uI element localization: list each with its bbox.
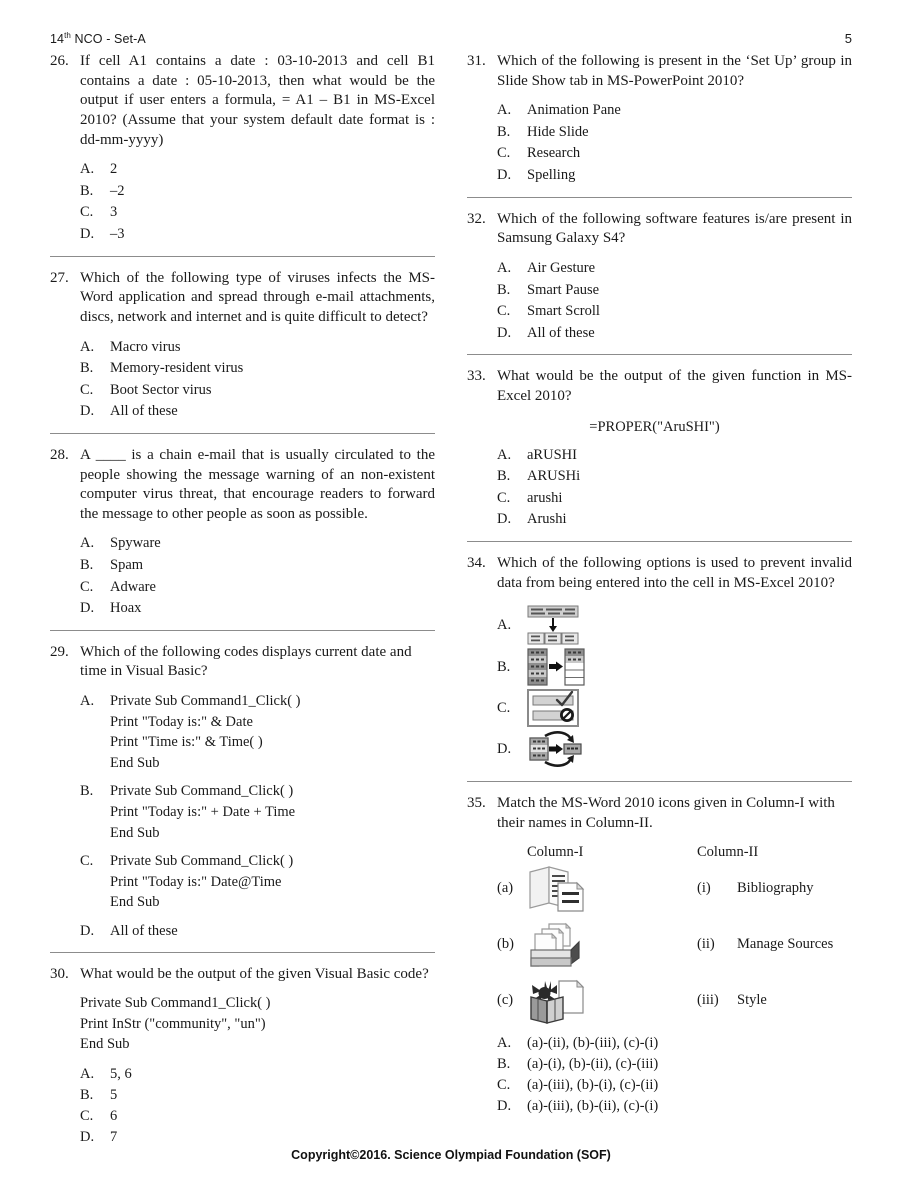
match-table-header xyxy=(497,844,852,861)
right-column xyxy=(467,52,852,1148)
question-29-options xyxy=(80,691,435,942)
two-column-body xyxy=(50,52,852,1148)
question-32-number: 32. xyxy=(467,210,486,227)
option-text: Hide Slide xyxy=(527,123,589,140)
option-row[interactable] xyxy=(80,1085,435,1106)
question-29-number: 29. xyxy=(50,643,69,660)
code-line: Private Sub Command_Click( ) xyxy=(110,783,294,800)
code-line: Private Sub Command_Click( ) xyxy=(110,853,294,870)
option-row[interactable] xyxy=(497,301,852,323)
option-text: Memory-resident virus xyxy=(110,360,244,377)
style-icon xyxy=(527,975,697,1027)
option-text: (a)-(i), (b)-(ii), (c)-(iii) xyxy=(527,1055,659,1072)
option-letter: D. xyxy=(497,1097,512,1114)
question-30-options xyxy=(80,1064,435,1148)
option-text: Spam xyxy=(110,557,144,574)
option-row[interactable] xyxy=(80,781,435,843)
option-letter: B. xyxy=(80,557,94,574)
option-row[interactable] xyxy=(497,323,852,345)
column-2-header: Column-II xyxy=(697,843,759,860)
question-27-text: Which of the following type of viruses infects the MS-Word application and spread through e-mail attachments, discs, network and internet and is quite difficult to detect? xyxy=(80,269,435,325)
option-row[interactable] xyxy=(497,143,852,165)
option-row[interactable] xyxy=(497,1075,852,1096)
option-text: Hoax xyxy=(110,600,142,617)
option-row[interactable] xyxy=(80,224,435,246)
option-letter: C. xyxy=(80,578,94,595)
question-35-options xyxy=(497,1033,852,1117)
code-line: Private Sub Command1_Click( ) xyxy=(110,693,301,710)
question-31 xyxy=(467,52,852,187)
option-row[interactable] xyxy=(80,181,435,203)
option-row[interactable] xyxy=(80,159,435,181)
bibliography-icon xyxy=(527,863,697,915)
option-row[interactable] xyxy=(497,730,852,768)
option-row[interactable] xyxy=(80,691,435,773)
question-34 xyxy=(467,554,852,771)
data-validation-icon xyxy=(527,689,579,727)
question-26 xyxy=(50,52,435,246)
option-letter: A. xyxy=(80,161,95,178)
option-text: Adware xyxy=(110,578,156,595)
option-text: aRUSHI xyxy=(527,446,577,463)
option-row[interactable] xyxy=(80,202,435,224)
question-33-options xyxy=(497,445,852,531)
page-number: 5 xyxy=(844,31,852,47)
option-letter: A. xyxy=(497,616,512,633)
option-text: Smart Pause xyxy=(527,281,600,298)
exam-set-label xyxy=(50,31,146,46)
option-text: Spelling xyxy=(527,167,576,184)
question-28-number: 28. xyxy=(50,446,69,463)
option-text: Animation Pane xyxy=(527,102,621,119)
option-text: (a)-(ii), (b)-(iii), (c)-(i) xyxy=(527,1034,659,1051)
option-letter: C. xyxy=(80,204,94,221)
question-divider xyxy=(467,781,852,782)
match-row xyxy=(497,973,852,1029)
code-line: End Sub xyxy=(110,824,160,841)
option-row[interactable] xyxy=(80,1064,435,1085)
question-26-number: 26. xyxy=(50,53,69,69)
option-letter: A. xyxy=(80,535,95,552)
question-divider xyxy=(50,952,435,953)
question-divider xyxy=(50,630,435,631)
match-num: (i) xyxy=(697,880,711,897)
exam-label-suffix: NCO - Set-A xyxy=(70,32,146,47)
question-divider xyxy=(467,354,852,355)
option-letter: A. xyxy=(497,1034,512,1051)
code-line: Print "Today is:" & Date xyxy=(110,713,253,730)
option-row[interactable] xyxy=(497,466,852,488)
question-35 xyxy=(467,794,852,1116)
match-name: Style xyxy=(737,992,767,1009)
match-num: (ii) xyxy=(697,936,715,953)
question-35-number: 35. xyxy=(467,795,486,812)
option-text: Macro virus xyxy=(110,338,181,355)
question-33-number: 33. xyxy=(467,368,486,385)
option-letter: B. xyxy=(80,182,94,199)
option-text: All of these xyxy=(110,922,178,939)
option-letter: D. xyxy=(80,1128,95,1145)
option-row[interactable] xyxy=(497,488,852,510)
option-row[interactable] xyxy=(497,280,852,302)
option-row[interactable] xyxy=(80,921,435,943)
match-row-label: (b) xyxy=(497,936,514,953)
exam-label-prefix: 14 xyxy=(50,32,65,47)
option-text: Smart Scroll xyxy=(527,303,600,320)
option-letter: A. xyxy=(497,102,512,119)
option-letter: C. xyxy=(497,303,511,320)
question-divider xyxy=(467,197,852,198)
option-code-block xyxy=(110,781,435,843)
question-28 xyxy=(50,446,435,620)
option-letter: B. xyxy=(497,123,511,140)
option-row[interactable] xyxy=(497,509,852,531)
option-row[interactable] xyxy=(80,358,435,380)
option-letter: C. xyxy=(497,145,511,162)
option-letter: A. xyxy=(80,1065,95,1082)
option-letter: D. xyxy=(497,740,512,757)
option-letter: D. xyxy=(497,511,512,528)
question-divider xyxy=(467,541,852,542)
question-28-options xyxy=(80,533,435,619)
option-letter: C. xyxy=(497,699,511,716)
consolidate-icon xyxy=(527,731,585,767)
match-row-label: (c) xyxy=(497,992,514,1009)
option-letter: C. xyxy=(80,853,94,870)
option-row[interactable] xyxy=(497,122,852,144)
code-line: End Sub xyxy=(110,894,160,911)
code-line: Print "Time is:" & Time( ) xyxy=(110,734,263,751)
option-row[interactable] xyxy=(80,555,435,577)
option-row[interactable] xyxy=(80,598,435,620)
option-text: arushi xyxy=(527,489,563,506)
option-letter: C. xyxy=(497,489,511,506)
option-text: 3 xyxy=(110,204,118,221)
option-text: Spyware xyxy=(110,535,161,552)
question-32-options xyxy=(497,258,852,344)
question-27-number: 27. xyxy=(50,269,69,286)
question-33-formula: =PROPER("AruSHI") xyxy=(589,418,720,435)
option-letter: B. xyxy=(497,1055,511,1072)
manage-sources-icon xyxy=(527,920,697,970)
question-27 xyxy=(50,269,435,423)
question-33 xyxy=(467,367,852,531)
code-line: End Sub xyxy=(80,1036,130,1053)
option-letter: D. xyxy=(497,167,512,184)
option-text: All of these xyxy=(110,403,178,420)
question-30 xyxy=(50,965,435,1147)
option-row[interactable] xyxy=(80,851,435,913)
option-row[interactable] xyxy=(497,1033,852,1054)
column-1-header: Column-I xyxy=(527,843,584,860)
option-letter: B. xyxy=(80,783,94,800)
option-row[interactable] xyxy=(497,100,852,122)
option-text: (a)-(iii), (b)-(i), (c)-(ii) xyxy=(527,1076,659,1093)
option-letter: B. xyxy=(497,658,511,675)
option-text: Air Gesture xyxy=(527,259,596,276)
match-num: (iii) xyxy=(697,992,719,1009)
option-letter: A. xyxy=(80,693,95,710)
match-row xyxy=(497,861,852,917)
option-letter: B. xyxy=(80,360,94,377)
code-line: Print "Today is:" + Date + Time xyxy=(110,803,296,820)
option-letter: D. xyxy=(80,403,95,420)
option-letter: C. xyxy=(80,1107,94,1124)
option-code-block xyxy=(110,691,435,773)
question-30-number: 30. xyxy=(50,966,69,983)
question-27-options xyxy=(80,337,435,423)
option-code-block xyxy=(110,851,435,913)
option-letter: A. xyxy=(80,338,95,355)
code-line: Print InStr ("community", "un") xyxy=(80,1015,266,1032)
page-header xyxy=(50,31,852,49)
option-letter: B. xyxy=(80,1086,94,1103)
question-divider xyxy=(50,256,435,257)
option-letter: B. xyxy=(497,281,511,298)
option-letter: D. xyxy=(80,225,95,242)
question-34-number: 34. xyxy=(467,554,486,571)
question-26-text: If cell A1 contains a date : 03-10-2013 and cell B1 contains a date : 05-10-2013, then what would be the output if user enters a formula, = A1 – B1 in MS-Excel 2010? (Assume that your system default date format is : dd-mm-yyyy) xyxy=(80,53,435,148)
option-row[interactable] xyxy=(497,445,852,467)
question-31-text: Which of the following is present in the ‘Set Up’ group in Slide Show tab in MS-PowerPoint 2010? xyxy=(497,53,852,89)
left-column xyxy=(50,52,435,1148)
question-divider xyxy=(50,433,435,434)
question-31-options xyxy=(497,100,852,186)
option-row[interactable] xyxy=(80,533,435,555)
option-letter: C. xyxy=(497,1076,511,1093)
option-text: 7 xyxy=(110,1128,118,1145)
remove-duplicates-icon xyxy=(527,648,585,686)
option-text: –2 xyxy=(110,182,125,199)
option-text: All of these xyxy=(527,324,595,341)
question-34-options xyxy=(497,605,852,768)
option-row[interactable] xyxy=(497,605,852,645)
option-letter: D. xyxy=(80,600,95,617)
option-letter: A. xyxy=(497,259,512,276)
option-row[interactable] xyxy=(80,1106,435,1127)
question-31-number: 31. xyxy=(467,53,486,69)
question-32-text: Which of the following software features is/are present in Samsung Galaxy S4? xyxy=(497,210,852,247)
spacer xyxy=(497,844,527,861)
option-row[interactable] xyxy=(497,258,852,280)
option-text: 5, 6 xyxy=(110,1065,132,1082)
option-row[interactable] xyxy=(80,380,435,402)
question-28-text: A ____ is a chain e-mail that is usually circulated to the people showing the message warning of an non-existent computer virus threat, that encourage readers to forward the message to other people as soon as possible. xyxy=(80,446,435,522)
option-text: –3 xyxy=(110,225,125,242)
option-row[interactable] xyxy=(80,577,435,599)
footer-copyright: Copyright©2016. Science Olympiad Foundation (SOF) xyxy=(291,1148,611,1162)
option-text: 2 xyxy=(110,161,118,178)
option-letter: C. xyxy=(80,381,94,398)
text-to-columns-icon xyxy=(527,605,579,645)
match-row xyxy=(497,917,852,973)
question-29-text: Which of the following codes displays current date and time in Visual Basic? xyxy=(80,643,412,680)
option-row[interactable] xyxy=(497,1054,852,1075)
option-row[interactable] xyxy=(497,165,852,187)
option-letter: B. xyxy=(497,468,511,485)
option-row[interactable] xyxy=(497,1096,852,1117)
code-line: End Sub xyxy=(110,754,160,771)
option-text: 6 xyxy=(110,1107,118,1124)
option-row[interactable] xyxy=(497,648,852,686)
option-text: 5 xyxy=(110,1086,118,1103)
option-row[interactable] xyxy=(80,337,435,359)
question-32 xyxy=(467,210,852,345)
option-row[interactable] xyxy=(497,689,852,727)
question-29 xyxy=(50,643,435,943)
option-letter: A. xyxy=(497,446,512,463)
code-line: Private Sub Command1_Click( ) xyxy=(80,995,271,1012)
option-letter: D. xyxy=(80,922,95,939)
code-line: Print "Today is:" Date@Time xyxy=(110,873,282,890)
option-row[interactable] xyxy=(80,1127,435,1148)
question-33-text: What would be the output of the given function in MS-Excel 2010? xyxy=(497,368,852,404)
question-30-text: What would be the output of the given Visual Basic code? xyxy=(80,966,429,983)
question-35-text: Match the MS-Word 2010 icons given in Column-I with their names in Column-II. xyxy=(497,795,835,831)
option-text: Boot Sector virus xyxy=(110,381,212,398)
question-34-text: Which of the following options is used to prevent invalid data from being entered into the cell in MS-Excel 2010? xyxy=(497,554,852,591)
match-name: Bibliography xyxy=(737,880,814,897)
question-26-options xyxy=(80,159,435,245)
question-30-code xyxy=(80,993,435,1055)
option-text: ARUSHi xyxy=(527,468,581,485)
option-row[interactable] xyxy=(80,401,435,423)
exam-label-ordinal: th xyxy=(64,31,71,40)
match-name: Manage Sources xyxy=(737,936,834,953)
option-text: Arushi xyxy=(527,511,567,528)
match-row-label: (a) xyxy=(497,880,514,897)
option-text: Research xyxy=(527,145,581,162)
option-letter: D. xyxy=(497,324,512,341)
option-text: (a)-(iii), (b)-(ii), (c)-(i) xyxy=(527,1097,659,1114)
